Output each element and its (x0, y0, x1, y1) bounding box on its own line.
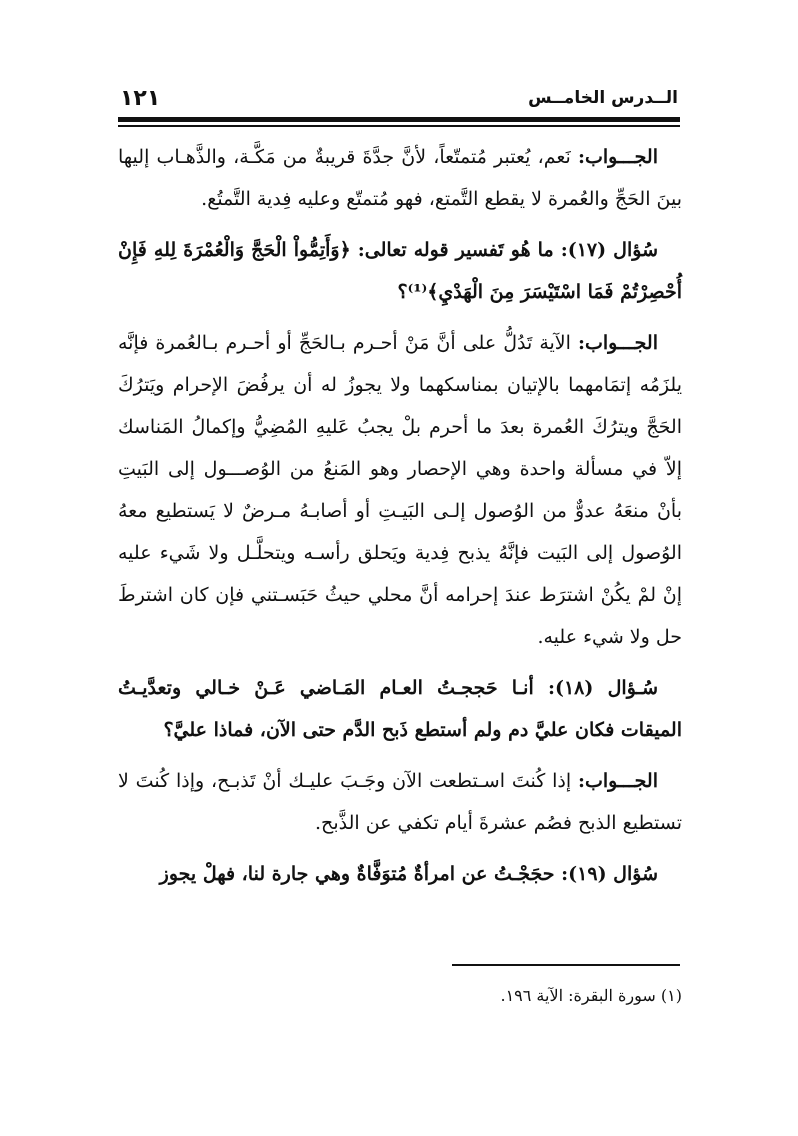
answer-paragraph (118, 760, 682, 844)
question-paragraph: سُؤال (١٩): حجَجْـتُ عن امرأةٌ مُتوَفَّاةٌ وهي جارة لنا، فهلْ يجوز (159, 863, 658, 885)
answer-paragraph (118, 322, 682, 658)
question-paragraph: سُؤال (١٧): ما هُو تَفسير قوله تعالى: ﴿وَأَتِمُّواْ الْحَجَّ وَالْعُمْرَةَ لِلهِ فَإِنْ أُحْصِرْتُمْ فَمَا اسْتَيْسَرَ مِنَ الْهَدْيِ﴾⁽¹⁾؟ (118, 239, 682, 303)
header-rule-thin (118, 125, 680, 127)
answer-paragraph (118, 136, 682, 220)
footnote-separator (452, 964, 680, 966)
question-paragraph: سُـؤال (١٨): أنـا حَججـتُ العـام المَـاضي عَـنْ خـالي وتعدَّيـتُ الميقات فكان عليَّ دم ولم أستطع ذَبح الدَّم حتى الآن، فماذا عليَّ؟ (118, 677, 682, 741)
page-number: ١٢١ (120, 86, 161, 111)
footnote: (١) سورة البقرة: الآية ١٩٦. (500, 986, 682, 1005)
main-text (118, 136, 682, 904)
answer-label: الجـــواب: (577, 332, 658, 354)
answer-text: إذا كُنتَ اسـتطعت الآن وجَـبَ عليـك أنْ تَذبـح، وإذا كُنتَ لا تستطيع الذبح فصُم عشرةَ أيام تكفي عن الذَّبح. (118, 770, 682, 834)
answer-text: الآية تَدُلُّ على أنَّ مَنْ أحـرم بـالحَجِّ أو أحـرم بـالعُمرة فإنَّه يلزَمُه إتمَامهما بالإتيان بمناسكهما ولا يجوزُ له أن يرفُضَ الإحرام ويَترُكَ الحَجَّ ويترُكَ العُمرة بعدَ ما أحرم بلْ يجبُ عَليهِ المُضِيُّ وإكمالُ المَناسك إلاّ في مسألة واحدة وهي الإحصار وهو المَنعُ من الوُصـــول إلى البَيتِ بأنْ منعَهُ عدوٌّ من الوُصول إلـى البَيـتِ أو أصابـهُ مـرضٌ لا يَستطيع معهُ الوُصول إلى البَيت فإنَّهُ يذبح فِدية ويَحلق رأسـه ويتحلَّـل ولا شَيء عليه إنْ لمْ يكُنْ اشترَط عندَ إحرامه أنَّ محلي حيثُ حَبَسـتني فإن كان اشترطَ حل ولا شيء عليه. (118, 332, 682, 648)
answer-label: الجـــواب: (577, 770, 658, 792)
answer-text: نَعم، يُعتبر مُتمتّعاً، لأنَّ جدَّةَ قريبةٌ من مَكَّـة، والذَّهـاب إليها بينَ الحَجِّ والعُمرة لا يقطع التَّمتع، فهو مُتمتّع وعليه فِدية التَّمتُع. (118, 146, 682, 210)
answer-label: الجـــواب: (577, 146, 658, 168)
running-header (118, 86, 678, 116)
header-rule-thick (118, 117, 680, 122)
chapter-title: الــدرس الخامــس (528, 88, 678, 108)
